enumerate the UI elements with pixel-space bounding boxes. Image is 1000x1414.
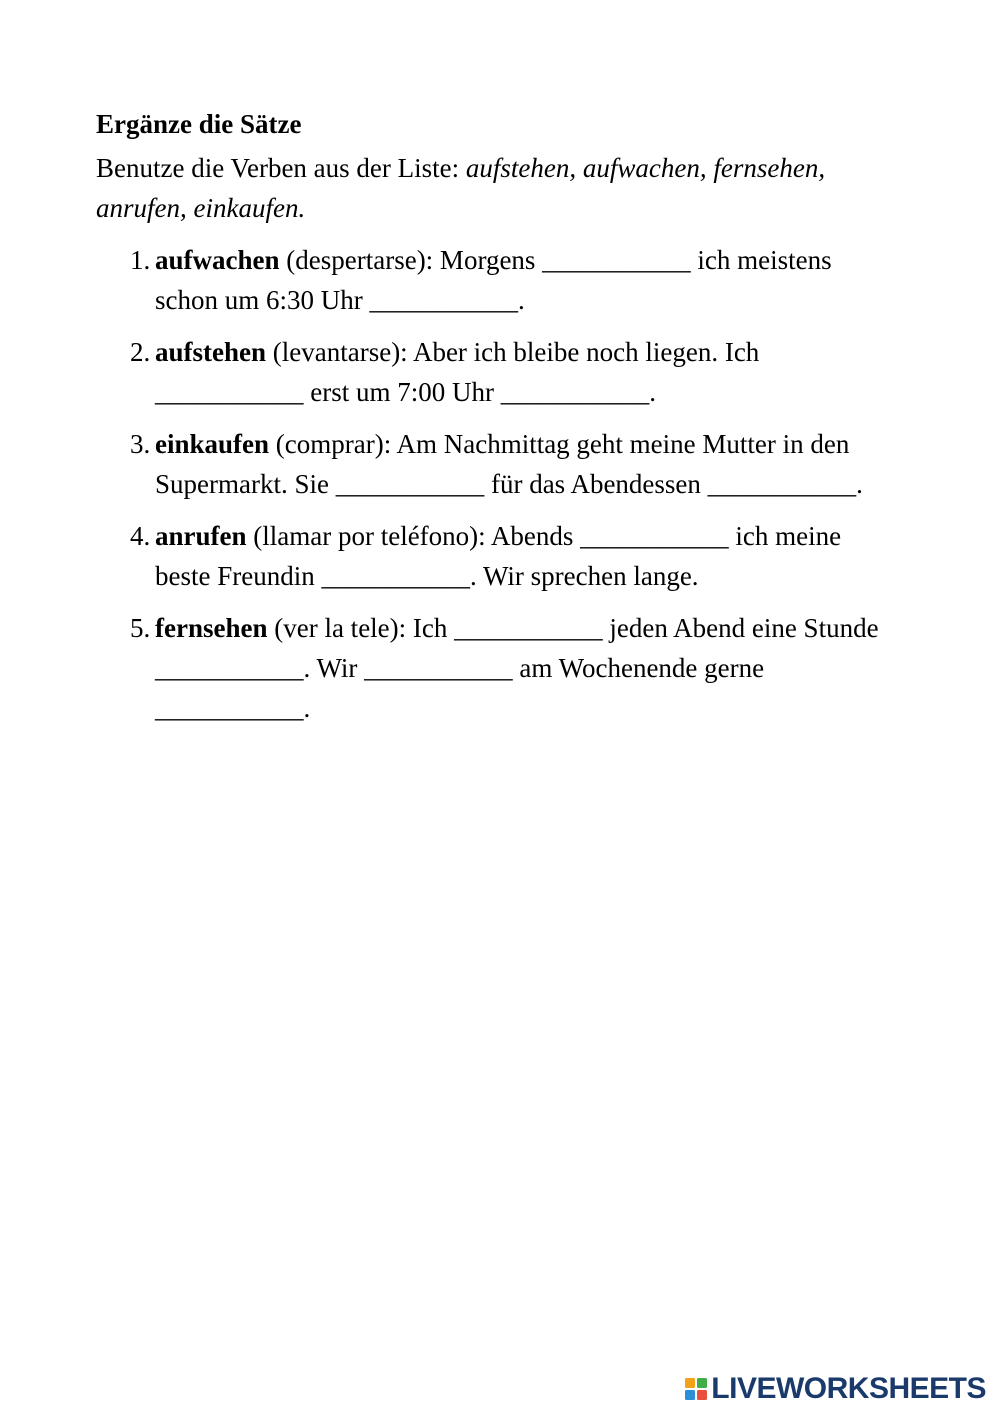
exercise-text: (levantarse): Aber ich bleibe noch liegen. Ich ___________ erst um 7:00 Uhr ___________.: [155, 337, 760, 407]
exercise-number: 3.: [130, 429, 151, 459]
instructions: [96, 148, 896, 228]
exercise-list: [96, 240, 896, 728]
exercise-number: 1.: [130, 245, 151, 275]
exercise-text: (llamar por teléfono): Abends ___________ ich meine beste Freundin ___________. Wir sprechen lange.: [155, 521, 842, 591]
exercise-number: 5.: [130, 613, 151, 643]
liveworksheets-logo: [685, 1372, 986, 1406]
exercise-verb: aufwachen: [155, 245, 280, 275]
worksheet-title: Ergänze die Sätze: [96, 109, 302, 139]
exercise-text: (comprar): Am Nachmittag geht meine Mutter in den Supermarkt. Sie ___________ für das Abendessen ___________.: [155, 429, 863, 499]
exercise-verb: fernsehen: [155, 613, 268, 643]
exercise-number: 2.: [130, 337, 151, 367]
exercise-item: [130, 240, 896, 320]
logo-text: LIVEWORKSHEETS: [711, 1372, 986, 1405]
exercise-item: [130, 424, 896, 504]
exercise-verb: anrufen: [155, 521, 247, 551]
exercise-verb: aufstehen: [155, 337, 267, 367]
exercise-text: (despertarse): Morgens ___________ ich meistens schon um 6:30 Uhr ___________.: [155, 245, 832, 315]
exercise-item: [130, 332, 896, 412]
exercise-item: [130, 516, 896, 596]
exercise-item: [130, 608, 896, 728]
exercise-text: (ver la tele): Ich ___________ jeden Abend eine Stunde ___________. Wir ___________ am Wochenende gerne ___________.: [155, 613, 879, 723]
liveworksheets-logo-icon: [685, 1378, 707, 1400]
worksheet: [96, 104, 896, 740]
exercise-verb: einkaufen: [155, 429, 270, 459]
exercise-number: 4.: [130, 521, 151, 551]
instructions-prefix: Benutze die Verben aus der Liste:: [96, 153, 466, 183]
instructions-verb-list: aufstehen, aufwachen, fernsehen, anrufen, einkaufen.: [96, 153, 826, 223]
